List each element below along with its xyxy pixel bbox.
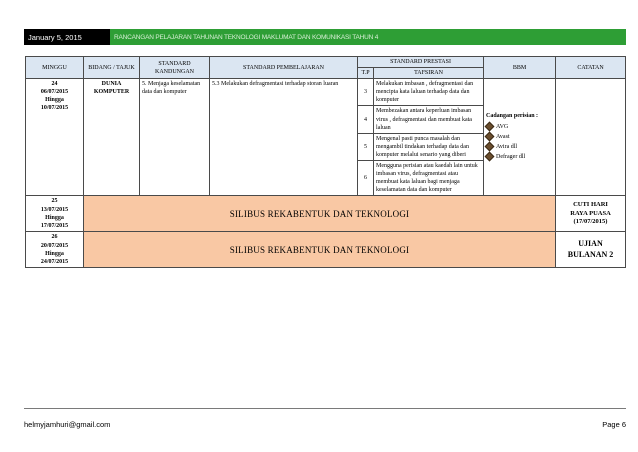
lesson-plan-table xyxy=(25,56,626,268)
footer-divider xyxy=(24,408,626,409)
catatan-cell: UJIAN BULANAN 2 xyxy=(556,232,626,268)
col-bbm: BBM xyxy=(484,57,556,79)
header-row-1 xyxy=(26,57,626,68)
bullet-icon xyxy=(485,132,495,142)
silibus-cell: SILIBUS REKABENTUK DAN TEKNOLOGI xyxy=(84,196,556,232)
col-minggu: MINGGU xyxy=(26,57,84,79)
footer-page-number: Page 6 xyxy=(602,420,626,429)
col-tp: T.P xyxy=(358,68,374,79)
table-row xyxy=(26,232,626,268)
catatan-cell: CUTI HARI RAYA PUASA (17/07/2015) xyxy=(556,196,626,232)
bbm-title: Cadangan perisian : xyxy=(486,112,539,119)
tp-cell: 5 xyxy=(358,133,374,160)
tafsiran-cell: Membezakan antara keperluan imbasan virus , defragmentasi dan membuat kata laluan xyxy=(374,106,484,133)
bbm-cell xyxy=(484,79,556,196)
table-row xyxy=(26,79,626,106)
list-item: AVG xyxy=(486,123,553,131)
list-item: Defrager dll xyxy=(486,153,553,161)
silibus-cell: SILIBUS REKABENTUK DAN TEKNOLOGI xyxy=(84,232,556,268)
col-catatan: CATATAN xyxy=(556,57,626,79)
pembelajaran-cell: 5.3 Melakukan defragmentasi terhadap storan luaran xyxy=(210,79,358,196)
bbm-list xyxy=(486,123,553,161)
table-row xyxy=(26,196,626,232)
tafsiran-cell: Mengenal pasti punca masalah dan mengambil tindakan terhadap data dan komputer melalui senario yang diberi xyxy=(374,133,484,160)
col-standard-kandungan: STANDARD KANDUNGAN xyxy=(140,57,210,79)
col-standard-pembelajaran: STANDARD PEMBELAJARAN xyxy=(210,57,358,79)
bidang-cell: DUNIA KOMPUTER xyxy=(84,79,140,196)
bullet-icon xyxy=(485,152,495,162)
footer-email: helmyjamhuri@gmail.com xyxy=(24,420,111,429)
minggu-cell: 26 20/07/2015 Hingga 24/07/2015 xyxy=(26,232,84,268)
bullet-icon xyxy=(485,142,495,152)
header-date: January 5, 2015 xyxy=(24,29,110,45)
list-item: Avast xyxy=(486,133,553,141)
tafsiran-cell: Mengguna perisian atau kaedah lain untuk imbasan virus, defragmentasi atau membuat kata laluan bagi menjaga keselamatan data dan komputer xyxy=(374,161,484,196)
kandungan-cell: 5. Menjaga keselamatan data dan komputer xyxy=(140,79,210,196)
col-bidang: BIDANG / TAJUK xyxy=(84,57,140,79)
page-header xyxy=(24,29,626,45)
tp-cell: 3 xyxy=(358,79,374,106)
tafsiran-cell: Melakukan imbasan , defragmentasi dan mencipta kata laluan terhadap data dan komputer xyxy=(374,79,484,106)
tp-cell: 4 xyxy=(358,106,374,133)
header-title: RANCANGAN PELAJARAN TAHUNAN TEKNOLOGI MAKLUMAT DAN KOMUNIKASI TAHUN 4 xyxy=(110,29,626,45)
col-standard-prestasi: STANDARD PRESTASI xyxy=(358,57,484,68)
tp-cell: 6 xyxy=(358,161,374,196)
catatan-cell xyxy=(556,79,626,196)
minggu-cell: 24 06/07/2015 Hingga 10/07/2015 xyxy=(26,79,84,196)
list-item: Avira dll xyxy=(486,143,553,151)
col-tafsiran: TAFSIRAN xyxy=(374,68,484,79)
minggu-cell: 25 13/07/2015 Hingga 17/07/2015 xyxy=(26,196,84,232)
bullet-icon xyxy=(485,122,495,132)
